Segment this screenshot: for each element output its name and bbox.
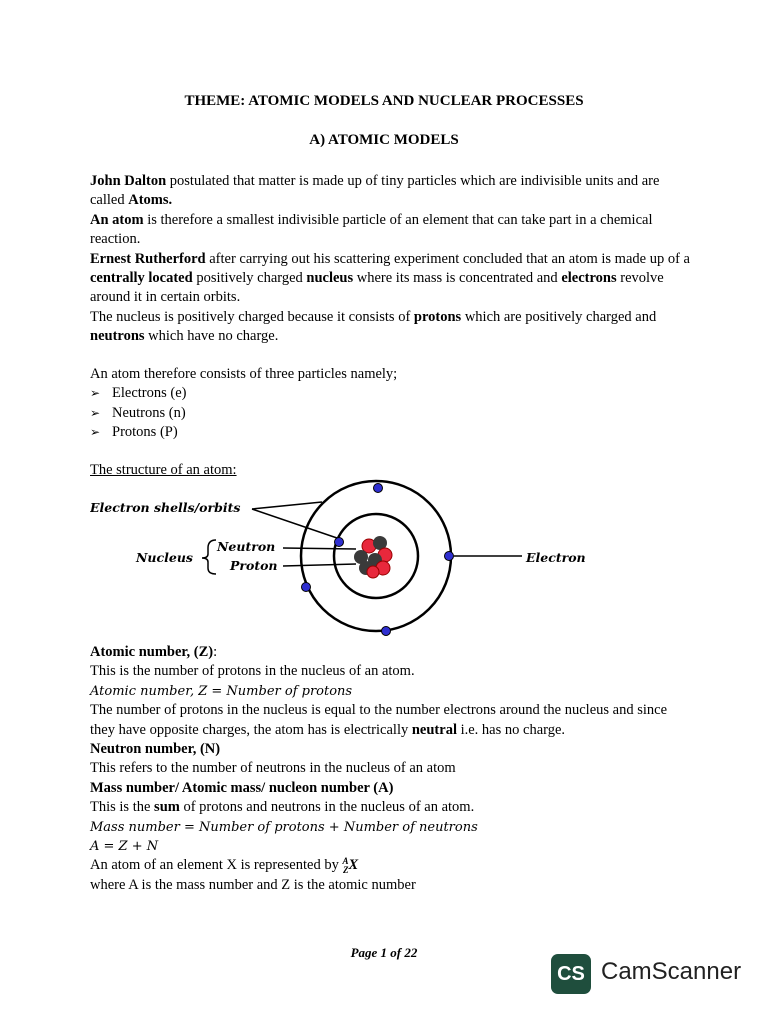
particles-intro: An atom therefore consists of three particles namely; — [90, 366, 398, 382]
structure-heading: The structure of an atom: — [90, 462, 237, 478]
electron-shells-label: Electron shells/orbits — [90, 500, 241, 515]
page-footer: Page 1 of 22 — [350, 945, 418, 960]
element-representation: An atom of an element X is represented by A ZX — [90, 856, 359, 876]
section-title: A) ATOMIC MODELS — [309, 132, 459, 148]
mass-number-heading: Mass number/ Atomic mass/ nucleon number (A) — [90, 779, 394, 796]
where-explanation: where A is the mass number and Z is the atomic number — [90, 876, 416, 893]
rutherford-paragraph: Ernest Rutherford after carrying out his scattering experiment concluded that an atom is made up of a centrally located positively charged nucleus where its mass is concentrated and electrons revolve around it in certain orbits. — [90, 250, 690, 306]
particles-list — [90, 384, 690, 442]
camscanner-logo-icon: CS — [551, 954, 591, 994]
nuclide-notation: A Z — [342, 856, 349, 876]
atom-structure-diagram — [90, 478, 610, 643]
list-item: ➢ Protons (P) — [90, 423, 690, 442]
atomic-number-formula: Atomic number, Z = Number of protons — [90, 683, 353, 699]
mass-number-formula: Mass number = Number of protons + Number of neutrons — [90, 819, 478, 835]
arrow-bullet-icon: ➢ — [90, 425, 101, 440]
nucleus-label: Nucleus — [136, 550, 193, 565]
nucleus-cluster — [354, 536, 392, 578]
list-item: ➢ Electrons (e) — [90, 384, 690, 403]
document-title: THEME: ATOMIC MODELS AND NUCLEAR PROCESSES — [184, 93, 584, 109]
arrow-bullet-icon: ➢ — [90, 386, 101, 401]
camscanner-watermark: CamScanner — [601, 958, 742, 985]
neutron-number-def: This refers to the number of neutrons in the nucleus of an atom — [90, 760, 456, 777]
particles-section — [90, 365, 690, 443]
dalton-paragraph: John Dalton postulated that matter is made up of tiny particles which are indivisible units and are called Atoms. — [90, 173, 660, 209]
atom-definition-paragraph: An atom is therefore a smallest indivisible particle of an element that can take part in a chemical reaction. — [90, 211, 653, 248]
intro-paragraphs — [90, 172, 690, 347]
neutron-label: Neutron — [217, 539, 276, 554]
nucleus-paragraph: The nucleus is positively charged because it consists of protons which are positively charged and neutrons which have no charge. — [90, 308, 657, 345]
arrow-bullet-icon: ➢ — [90, 405, 101, 420]
list-item: ➢ Neutrons (n) — [90, 404, 690, 423]
atomic-number-heading: Atomic number, (Z): — [90, 644, 218, 660]
definitions-section — [90, 643, 690, 895]
proton-label: Proton — [230, 558, 278, 573]
neutron-number-heading: Neutron number, (N) — [90, 741, 221, 758]
atomic-number-explain: The number of protons in the nucleus is equal to the number electrons around the nucleus and since they have opposite charges, the atom has is electrically neutral i.e. has no charge. — [90, 702, 668, 738]
electron-label: Electron — [526, 550, 586, 565]
atomic-number-def: This is the number of protons in the nucleus of an atom. — [90, 663, 415, 680]
mass-number-def: This is the sum of protons and neutrons in the nucleus of an atom. — [90, 799, 475, 816]
mass-number-formula-short: A = Z + N — [90, 839, 159, 855]
